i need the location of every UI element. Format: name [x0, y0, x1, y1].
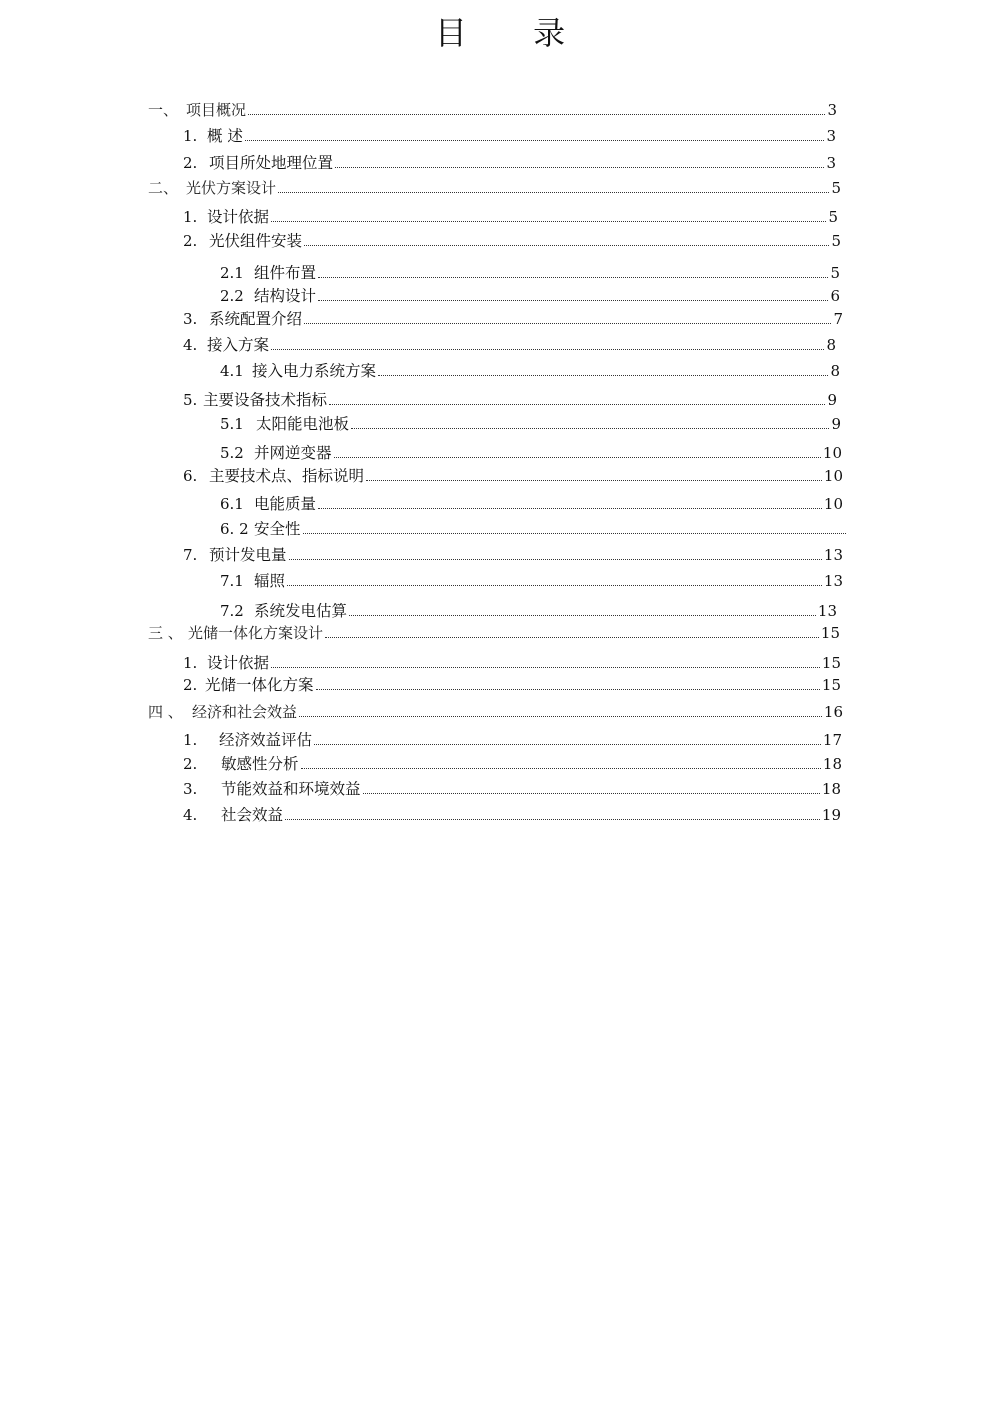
- toc-entry-label: 光储一体化方案设计: [188, 624, 324, 642]
- toc-entry-page: 5: [830, 264, 840, 282]
- toc-entry-page: 15: [821, 676, 841, 694]
- toc-entry: [148, 173, 841, 197]
- toc-entry-number: 2.: [183, 755, 198, 773]
- toc-entry-page: 13: [817, 602, 837, 620]
- toc-entry-number: 三 、: [148, 624, 183, 642]
- toc-entry-page: 17: [822, 731, 842, 749]
- toc-dot-leader: [378, 374, 828, 376]
- toc-entry-number: 5.: [183, 391, 198, 409]
- toc-dot-leader: [363, 792, 820, 794]
- toc-dot-leader: [289, 558, 822, 560]
- toc-entry-number: 二、: [148, 179, 179, 197]
- toc-entry-number: 5.1: [220, 415, 244, 433]
- toc-dot-leader: [303, 532, 846, 534]
- toc-entry-label: 并网逆变器: [254, 444, 332, 462]
- toc-entry: [183, 226, 841, 250]
- toc-entry-label: 主要技术点、指标说明: [209, 467, 365, 485]
- toc-entry-page: 3: [827, 101, 837, 119]
- toc-entry-page: 5: [828, 208, 838, 226]
- toc-entry: [220, 258, 840, 282]
- toc-entry-page: 8: [830, 362, 840, 380]
- toc-entry-page: 3: [826, 127, 836, 145]
- toc-entry-page: 9: [831, 415, 841, 433]
- toc-entry: [183, 121, 836, 145]
- toc-entry-label: 接入方案: [207, 336, 270, 354]
- toc-entry-number: 4.: [183, 336, 198, 354]
- toc-entry-page: 5: [831, 179, 841, 197]
- toc-entry-page: 3: [826, 154, 836, 172]
- toc-entry-number: 2.2: [220, 287, 244, 305]
- toc-entry-page: 15: [820, 624, 840, 642]
- toc-entry-label: 项目概况: [186, 101, 247, 119]
- toc-dot-leader: [304, 244, 829, 246]
- toc-entry-number: 7.2: [220, 602, 244, 620]
- toc-entry: [220, 514, 848, 538]
- toc-entry: [183, 202, 838, 226]
- toc-entry-number: 5.2: [220, 444, 244, 462]
- toc-dot-leader: [316, 688, 820, 690]
- toc-entry-page: 19: [821, 806, 841, 824]
- toc-entry: [183, 800, 841, 824]
- toc-entry-label: 光伏组件安装: [209, 232, 303, 250]
- toc-dot-leader: [335, 166, 824, 168]
- toc-entry-label: 预计发电量: [209, 546, 287, 564]
- toc-entry-number: 6.: [183, 467, 198, 485]
- toc-entry-number: 2.1: [220, 264, 244, 282]
- toc-entry-number: 1.: [183, 654, 198, 672]
- toc-entry-number: 1.: [183, 127, 198, 145]
- toc-entry-label: 经济和社会效益: [192, 703, 298, 721]
- toc-entry-number: 4.1: [220, 362, 244, 380]
- toc-entry-label: 节能效益和环境效益: [221, 780, 361, 798]
- toc-entry: [183, 725, 842, 749]
- toc-entry-number: 一、: [148, 101, 179, 119]
- toc-entry: [220, 356, 840, 380]
- toc-entry-label: 项目所处地理位置: [209, 154, 334, 172]
- toc-entry-label: 敏感性分析: [221, 755, 299, 773]
- toc-entry-page: 6: [830, 287, 840, 305]
- toc-entry: [183, 648, 841, 672]
- toc-dot-leader: [349, 614, 816, 616]
- toc-entry-number: 2.: [183, 676, 198, 694]
- toc-title: 目 录: [434, 14, 594, 52]
- toc-entry-label: 概 述: [207, 127, 243, 145]
- toc-entry: [183, 148, 836, 172]
- toc-dot-leader: [271, 348, 824, 350]
- toc-dot-leader: [248, 113, 825, 115]
- toc-entry-page: 7: [833, 310, 843, 328]
- toc-entry-label: 组件布置: [254, 264, 317, 282]
- toc-dot-leader: [318, 507, 822, 509]
- toc-entry-number: 6.1: [220, 495, 244, 513]
- toc-entry: [220, 409, 841, 433]
- toc-entry: [183, 385, 837, 409]
- toc-entry-label: 经济效益评估: [219, 731, 313, 749]
- toc-entry-number: 6. 2: [220, 520, 249, 538]
- toc-entry-page: 18: [822, 755, 842, 773]
- toc-entry: [183, 540, 843, 564]
- toc-entry-page: 16: [823, 703, 843, 721]
- toc-entry-number: 1.: [183, 731, 198, 749]
- toc-entry-label: 设计依据: [207, 208, 270, 226]
- toc-entry-label: 设计依据: [207, 654, 270, 672]
- toc-dot-leader: [334, 456, 821, 458]
- toc-dot-leader: [325, 636, 819, 638]
- toc-entry-label: 光伏方案设计: [186, 179, 277, 197]
- toc-entry: [183, 461, 843, 485]
- toc-entry-number: 3.: [183, 780, 198, 798]
- toc-entry: [183, 304, 843, 328]
- toc-dot-leader: [287, 584, 822, 586]
- toc-dot-leader: [285, 818, 820, 820]
- toc-entry-label: 结构设计: [254, 287, 317, 305]
- toc-entry-page: 9: [827, 391, 837, 409]
- toc-entry: [183, 749, 842, 773]
- toc-entry: [148, 95, 837, 119]
- toc-entry-page: 13: [823, 572, 843, 590]
- toc-dot-leader: [314, 743, 821, 745]
- toc-entry-page: 15: [821, 654, 841, 672]
- toc-entry-page: 10: [823, 495, 843, 513]
- toc-entry-number: 2.: [183, 232, 198, 250]
- toc-entry-number: 7.1: [220, 572, 244, 590]
- toc-entry-label: 主要设备技术指标: [203, 391, 328, 409]
- toc-entry-label: 系统配置介绍: [209, 310, 303, 328]
- toc-entry-page: 10: [822, 444, 842, 462]
- toc-entry-number: 4.: [183, 806, 198, 824]
- toc-dot-leader: [271, 666, 820, 668]
- toc-entry-number: 四 、: [148, 703, 183, 721]
- toc-dot-leader: [318, 299, 828, 301]
- toc-entry: [183, 330, 836, 354]
- toc-entry-page: 13: [823, 546, 843, 564]
- toc-dot-leader: [271, 220, 826, 222]
- toc-entry: [220, 438, 842, 462]
- toc-entry-number: 1.: [183, 208, 198, 226]
- toc-entry-label: 社会效益: [221, 806, 284, 824]
- toc-dot-leader: [278, 191, 829, 193]
- toc-dot-leader: [301, 767, 821, 769]
- toc-dot-leader: [318, 276, 828, 278]
- toc-entry-label: 安全性: [254, 520, 301, 538]
- toc-entry-page: 18: [821, 780, 841, 798]
- toc-entry-label: 辐照: [254, 572, 286, 590]
- toc-entry-page: 5: [831, 232, 841, 250]
- toc-entry-number: 3.: [183, 310, 198, 328]
- toc-entry-page: 8: [826, 336, 836, 354]
- toc-entry: [183, 670, 841, 694]
- toc-entry: [220, 489, 843, 513]
- toc-entry-label: 接入电力系统方案: [252, 362, 377, 380]
- toc-dot-leader: [329, 403, 825, 405]
- toc-dot-leader: [366, 479, 822, 481]
- toc-entry: [220, 566, 843, 590]
- toc-entry-label: 太阳能电池板: [256, 415, 350, 433]
- toc-entry-label: 系统发电估算: [254, 602, 348, 620]
- toc-dot-leader: [299, 715, 822, 717]
- toc-dot-leader: [304, 322, 831, 324]
- toc-entry-label: 光储一体化方案: [205, 676, 314, 694]
- toc-entry-label: 电能质量: [254, 495, 317, 513]
- toc-entry: [148, 618, 840, 642]
- toc-dot-leader: [351, 427, 829, 429]
- toc-entry: [183, 774, 841, 798]
- toc-entry-number: 7.: [183, 546, 198, 564]
- toc-entry: [220, 281, 840, 305]
- toc-entry: [220, 596, 837, 620]
- toc-entry-page: 10: [823, 467, 843, 485]
- toc-entry-number: 2.: [183, 154, 198, 172]
- toc-dot-leader: [245, 139, 825, 141]
- toc-entry: [148, 697, 843, 721]
